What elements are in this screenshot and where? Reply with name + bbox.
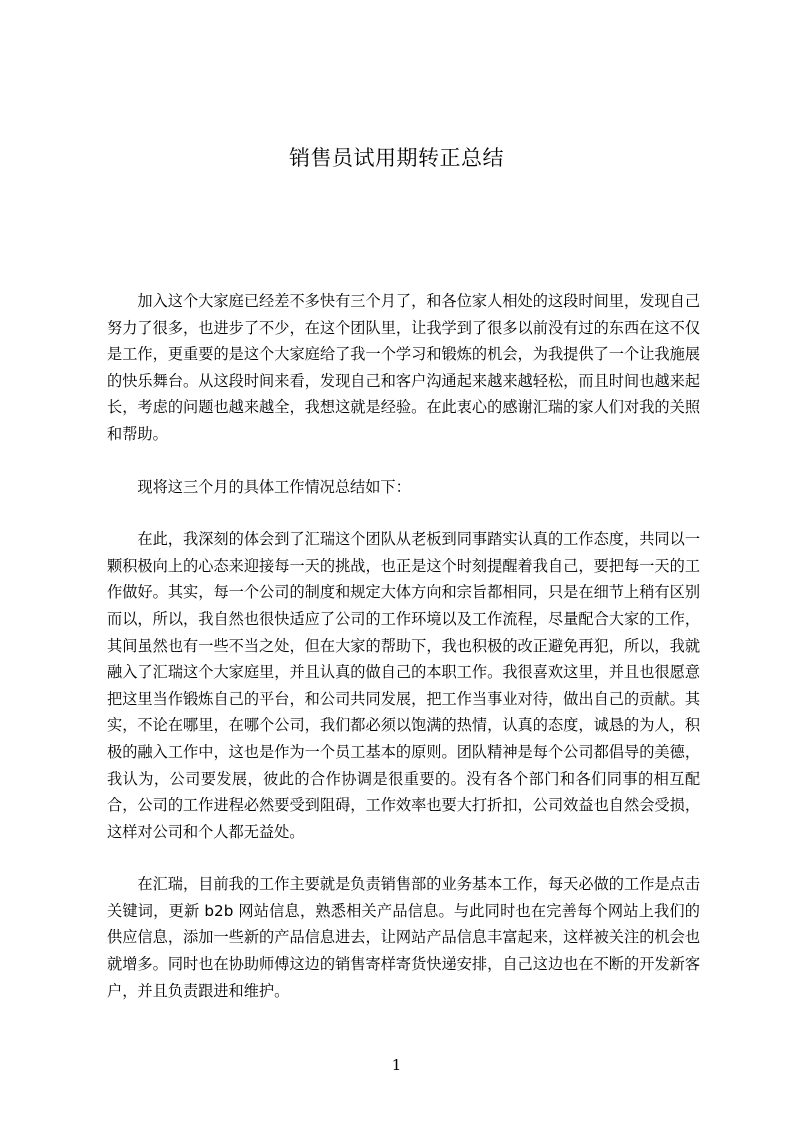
paragraph-gap	[107, 845, 700, 871]
document-title: 销售员试用期转正总结	[289, 146, 504, 170]
paragraph-gap	[107, 448, 700, 474]
paragraph-gap	[107, 500, 700, 526]
paragraph-teamwork: 在此，我深刻的体会到了汇瑞这个团队从老板到同事踏实认真的工作态度，共同以一颗积极向上的心态来迎接每一天的挑战，也正是这个时刻提醒着我自己，要把每一天的工作做好。其实，每一个公司的制度和规定大体方向和宗旨都相同，只是在细节上稍有区别而以，所以，我自然也很快适应了公司的工作环境以及工作流程，尽量配合大家的工作，其间虽然也有一些不当之处，但在大家的帮助下，我也积极的改正避免再犯，所以，我就融入了汇瑞这个大家庭里，并且认真的做自己的本职工作。我很喜欢这里，并且也很愿意把这里当作锻炼自己的平台，和公司共同发展，把工作当事业对待，做出自己的贡献。其实，不论在哪里，在哪个公司，我们都必须以饱满的热情，认真的态度，诚恳的为人，积极的融入工作中，这也是作为一个员工基本的原则。团队精神是每个公司都倡导的美德，我认为，公司要发展，彼此的合作协调是很重要的。没有各个部门和各们同事的相互配合，公司的工作进程必然要受到阻碍，工作效率也要大打折扣，公司效益也自然会受损，这样对公司和个人都无益处。	[107, 530, 700, 841]
paragraph-summary-lead: 现将这三个月的具体工作情况总结如下：	[137, 477, 411, 496]
paragraph-work-duties: 在汇瑞，目前我的工作主要就是负责销售部的业务基本工作，每天必做的工作是点击关键词，更新 b2b 网站信息，熟悉相关产品信息。与此同时也在完善每个网站上我们的供应信息，添加一些新的产品信息进去，让网站产品信息丰富起来，这样被关注的机会也就增多。同时也在协助师傅这边的销售寄样寄货快递安排，自己这边也在不断的开发新客户，并且负责跟进和维护。	[107, 875, 700, 1000]
document-body	[107, 288, 700, 1004]
page-number: 1	[391, 1056, 402, 1074]
paragraph-intro: 加入这个大家庭已经差不多快有三个月了，和各位家人相处的这段时间里，发现自己努力了很多，也进步了不少，在这个团队里，让我学到了很多以前没有过的东西在这不仅是工作，更重要的是这个大家庭给了我一个学习和锻炼的机会，为我提供了一个让我施展的快乐舞台。从这段时间来看，发现自己和客户沟通起来越来越轻松，而且时间也越来起长，考虑的问题也越来越全，我想这就是经验。在此衷心的感谢汇瑞的家人们对我的关照和帮助。	[107, 292, 700, 443]
